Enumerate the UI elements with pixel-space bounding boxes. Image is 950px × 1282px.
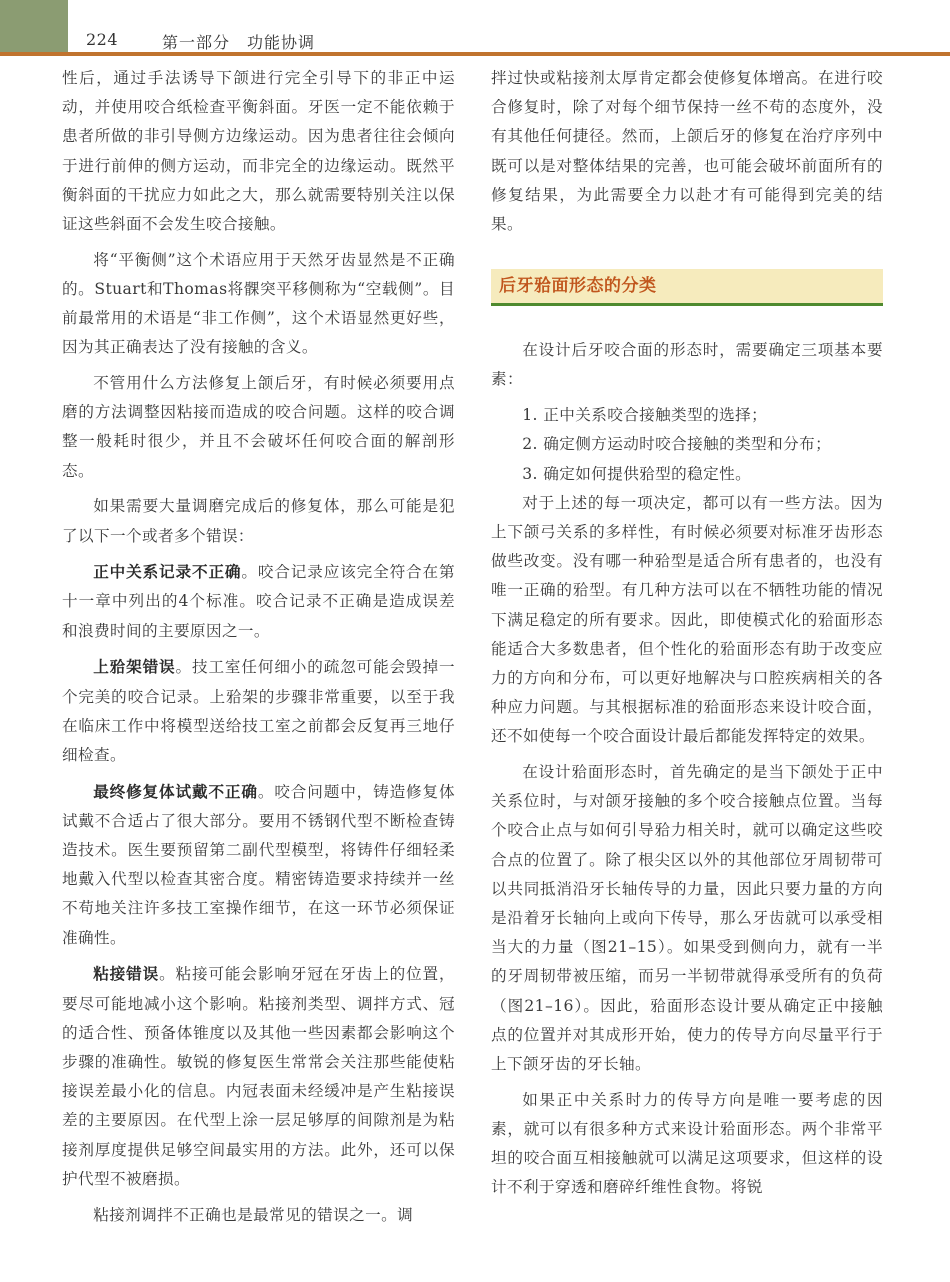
section-heading: 后牙𬌗面形态的分类 bbox=[491, 269, 883, 306]
paragraph bbox=[62, 777, 455, 953]
header-rule bbox=[0, 52, 950, 56]
paragraph: 将“平衡侧”这个术语应用于天然牙齿显然是不正确的。Stuart和Thomas将髁突平移侧称为“空载侧”。目前最常用的术语是“非工作侧”，这个术语显然更好些，因为其正确表达了没有接触的含义。 bbox=[62, 250, 455, 357]
right-column bbox=[491, 64, 883, 1209]
paragraph: 对于上述的每一项决定，都可以有一些方法。因为上下颌弓关系的多样性，有时候必须要对标准牙齿形态做些改变。没有哪一种𬌗型是适合所有患者的，也没有唯一正确的𬌗型。有几种方法可以在不牺牲功能的情况下满足稳定的所有要求。因此，即使模式化的𬌗面形态能适合大多数患者，但个性化的𬌗面形态有助于改变应力的方向和分布，可以更好地解决与口腔疾病相关的各种应力问题。与其根据标准的𬌗面形态来设计咬合面，还不如使每一个咬合面设计最后都能发挥特定的效果。 bbox=[491, 493, 883, 746]
left-column bbox=[62, 64, 455, 1236]
paragraph bbox=[62, 557, 455, 646]
paragraph: 在设计𬌗面形态时，首先确定的是当下颌处于正中关系位时，与对颌牙接触的多个咬合接触点位置。当每个咬合止点与如何引导𬌗力相关时，就可以确定这些咬合点的位置了。除了根尖区以外的其他部位牙周韧带可以共同抵消沿牙长轴传导的力量，因此只要力量的方向是沿着牙长轴向上或向下传导，那么牙齿就可以承受相当大的力量（图21–15）。如果受到侧向力，就有一半的牙周韧带被压缩，而另一半韧带就得承受所有的负荷（图21–16）。因此，𬌗面形态设计要从确定正中接触点的位置并对其成形开始，使力的传导方向尽量平行于上下颌牙齿的牙长轴。 bbox=[491, 763, 883, 1074]
page-number: 224 bbox=[86, 30, 119, 49]
paragraph: 拌过快或粘接剂太厚肯定都会使修复体增高。在进行咬合修复时，除了对每个细节保持一丝不苟的态度外，没有其他任何捷径。然而，上颌后牙的修复在治疗序列中既可以是对整体结果的完善，也可能会破坏前面所有的修复结果，为此需要全力以赴才有可能得到完美的结果。 bbox=[491, 69, 883, 234]
running-head: 第一部分 功能协调 bbox=[162, 33, 316, 52]
paragraph: 粘接剂调拌不正确也是最常见的错误之一。调 bbox=[93, 1205, 414, 1224]
paragraph-lead-term: 最终修复体试戴不正确 bbox=[93, 781, 258, 801]
paragraph: 不管用什么方法修复上颌后牙，有时候必须要用点磨的方法调整因粘接而造成的咬合问题。这样的咬合调整一般耗时很少，并且不会破坏任何咬合面的解剖形态。 bbox=[62, 374, 455, 480]
paragraph: 性后，通过手法诱导下颌进行完全引导下的非正中运动，并使用咬合纸检查平衡斜面。牙医一定不能依赖于患者所做的非引导侧方边缘运动。因为患者往往会倾向于进行前伸的侧方运动，而非完全的边缘运动。既然平衡斜面的干扰应力如此之大，那么就需要特别关注以保证这些斜面不会发生咬合接触。 bbox=[62, 69, 455, 234]
list-item: 2. 确定侧方运动时咬合接触的类型和分布； bbox=[522, 435, 832, 454]
paragraph bbox=[62, 959, 455, 1194]
paragraph-body: 。技工室任何细小的疏忽可能会毁掉一个完美的咬合记录。上𬌗架的步骤非常重要，以至于我在临床工作中将模型送给技工室之前都会反复再三地仔细检查。 bbox=[62, 658, 455, 764]
paragraph-lead-term: 上𬌗架错误 bbox=[93, 657, 176, 677]
paragraph: 在设计后牙咬合面的形态时，需要确定三项基本要素： bbox=[491, 341, 883, 389]
page-header bbox=[0, 0, 950, 52]
paragraph: 如果正中关系时力的传导方向是唯一要考虑的因素，就可以有很多种方式来设计𬌗面形态。两个非常平坦的咬合面互相接触就可以满足这项要求，但这样的设计不利于穿透和磨碎纤维性食物。将锐 bbox=[491, 1090, 883, 1197]
paragraph: 如果需要大量调磨完成后的修复体，那么可能是犯了以下一个或者多个错误： bbox=[62, 497, 455, 545]
paragraph bbox=[62, 652, 455, 770]
paragraph-body: 。粘接可能会影响牙冠在牙齿上的位置，要尽可能地减小这个影响。粘接剂类型、调拌方式、冠的适合性、预备体锥度以及其他一些因素都会影响这个步骤的准确性。敏锐的修复医生常常会关注那些能使粘接误差最小化的信息。内冠表面未经缓冲是产生粘接误差的主要原因。在代型上涂一层足够厚的间隙剂是为粘接剂厚度提供足够空间最实用的方法。此外，还可以保护代型不被磨损。 bbox=[62, 965, 455, 1188]
paragraph-lead-term: 正中关系记录不正确 bbox=[93, 562, 242, 582]
paragraph-body: 。咬合记录应该完全符合在第十一章中列出的4个标准。咬合记录不正确是造成误差和浪费时间的主要原因之一。 bbox=[62, 563, 455, 640]
paragraph-lead-term: 粘接错误 bbox=[93, 964, 160, 984]
list-item: 1. 正中关系咬合接触类型的选择； bbox=[522, 406, 768, 425]
paragraph-body: 。咬合问题中，铸造修复体试戴不合适占了很大部分。要用不锈钢代型不断检查铸造技术。医生要预留第二副代型模型，将铸件仔细轻柔地戴入代型以检查其密合度。精密铸造要求持续并一丝不苟地关注许多技工室操作细节，在这一环节必须保证准确性。 bbox=[62, 782, 455, 947]
header-color-block bbox=[0, 0, 68, 52]
list-item: 3. 确定如何提供𬌗型的稳定性。 bbox=[522, 464, 752, 483]
